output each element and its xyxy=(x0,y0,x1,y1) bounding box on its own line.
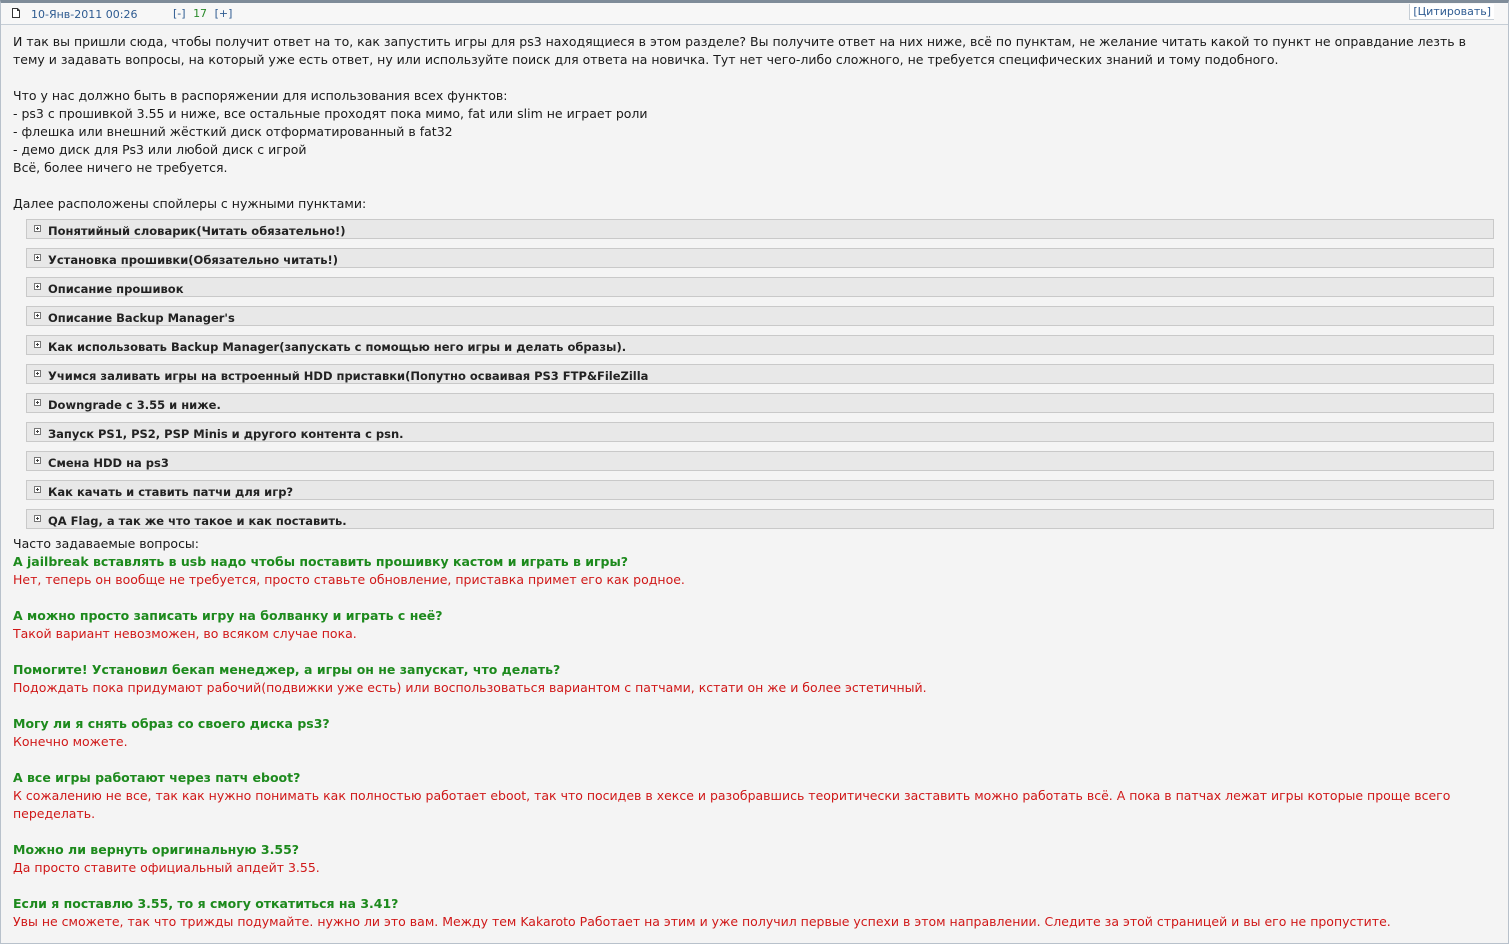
spoiler-toggle[interactable] xyxy=(26,219,1494,239)
faq-question: А все игры работают через патч eboot? xyxy=(13,770,301,785)
spoilers-intro: Далее расположены спойлеры с нужными пунктами: xyxy=(13,196,367,211)
faq-question: Помогите! Установил бекап менеджер, а игры он не запускат, что делать? xyxy=(13,662,561,677)
spoiler-toggle[interactable] xyxy=(26,393,1494,413)
spoiler-toggle[interactable] xyxy=(26,422,1494,442)
expand-plus-icon xyxy=(34,312,41,319)
post-body xyxy=(13,33,1494,931)
spoiler-toggle[interactable] xyxy=(26,509,1494,529)
post-rating xyxy=(173,7,232,20)
spoiler-list xyxy=(26,219,1494,529)
spoiler-title: Понятийный словарик(Читать обязательно!) xyxy=(48,224,346,238)
expand-plus-icon xyxy=(34,486,41,493)
faq-answer: Увы не сможете, так что трижды подумайте. нужно ли это вам. Между тем Kakaroto Работает на этим и уже получил первые успехи в этом направлении. Следите за этой страницей и вы его не пропустите. xyxy=(13,914,1391,929)
post-date[interactable]: 10-Янв-2011 00:26 xyxy=(31,8,138,21)
rating-plus-button[interactable]: [+] xyxy=(214,7,233,20)
expand-plus-icon xyxy=(34,225,41,232)
expand-plus-icon xyxy=(34,254,41,261)
faq-answer: Нет, теперь он вообще не требуется, просто ставьте обновление, приставка примет его как родное. xyxy=(13,572,685,587)
spoiler-toggle[interactable] xyxy=(26,451,1494,471)
expand-plus-icon xyxy=(34,341,41,348)
spoiler-title: Смена HDD на ps3 xyxy=(48,456,169,470)
expand-plus-icon xyxy=(34,283,41,290)
quote-button[interactable]: [Цитировать] xyxy=(1409,4,1494,20)
spoiler-toggle[interactable] xyxy=(26,248,1494,268)
faq-question: А jailbreak вставлять в usb надо чтобы поставить прошивку кастом и играть в игры? xyxy=(13,554,629,569)
intro-paragraph: И так вы пришли сюда, чтобы получит ответ на то, как запустить игры для ps3 находящиеся в этом разделе? Вы получите ответ на них ниже, всё по пунктам, не желание читать какой то пункт не оправдание лезть в тему и задавать вопросы, на который уже есть ответ, ну или используйте поиск для ответа на новичка. Тут нет чего-либо сложного, не требуется специфических знаний и тому подобного. xyxy=(13,34,1466,67)
spoiler-title: Как использовать Backup Manager(запускать с помощью него игры и делать образы). xyxy=(48,340,627,354)
faq-answer: К сожалению не все, так как нужно понимать как полностью работает eboot, так что посидев в хексе и разобравшись теоритически заставить можно работать всё. А пока в патчах лежат игры которые проще всего переделать. xyxy=(13,788,1451,821)
requirement-item: - ps3 с прошивкой 3.55 и ниже, все остальные проходят пока мимо, fat или slim не играет роли xyxy=(13,106,648,121)
spoiler-title: Описание Backup Manager's xyxy=(48,311,235,325)
spoiler-title: Как качать и ставить патчи для игр? xyxy=(48,485,294,499)
rating-minus-button[interactable]: [-] xyxy=(173,7,186,20)
spoiler-toggle[interactable] xyxy=(26,364,1494,384)
spoiler-title: Запуск PS1, PS2, PSP Minis и другого контента с psn. xyxy=(48,427,404,441)
expand-plus-icon xyxy=(34,515,41,522)
faq-answer: Подождать пока придумают рабочий(подвижки уже есть) или воспользоваться вариантом с патчами, кстати он же и более эстетичный. xyxy=(13,680,927,695)
spoiler-title: Описание прошивок xyxy=(48,282,184,296)
spoiler-toggle[interactable] xyxy=(26,306,1494,326)
expand-plus-icon xyxy=(34,428,41,435)
spoiler-title: QA Flag, а так же что такое и как поставить. xyxy=(48,514,347,528)
faq-question: Если я поставлю 3.55, то я смогу откатиться на 3.41? xyxy=(13,896,399,911)
spoiler-title: Установка прошивки(Обязательно читать!) xyxy=(48,253,339,267)
spoiler-toggle[interactable] xyxy=(26,480,1494,500)
requirements-title: Что у нас должно быть в распоряжении для использования всех функтов: xyxy=(13,88,508,103)
requirements-end: Всё, более ничего не требуется. xyxy=(13,160,228,175)
document-icon xyxy=(12,8,20,18)
rating-value: 17 xyxy=(193,7,208,20)
faq-question: Могу ли я снять образ со своего диска ps3? xyxy=(13,716,330,731)
requirement-item: - демо диск для Ps3 или любой диск с игрой xyxy=(13,142,307,157)
faq-answer: Такой вариант невозможен, во всяком случае пока. xyxy=(13,626,357,641)
expand-plus-icon xyxy=(34,399,41,406)
faq-answer: Конечно можете. xyxy=(13,734,128,749)
requirement-item: - флешка или внешний жёсткий диск отформатированный в fat32 xyxy=(13,124,453,139)
faq-title: Часто задаваемые вопросы: xyxy=(13,536,200,551)
faq-question: Можно ли вернуть оригинальную 3.55? xyxy=(13,842,300,857)
post-header xyxy=(1,3,1508,25)
faq-answer: Да просто ставите официальный апдейт 3.55. xyxy=(13,860,320,875)
spoiler-toggle[interactable] xyxy=(26,335,1494,355)
spoiler-toggle[interactable] xyxy=(26,277,1494,297)
faq-question: А можно просто записать игру на болванку и играть с неё? xyxy=(13,608,443,623)
expand-plus-icon xyxy=(34,457,41,464)
spoiler-title: Downgrade с 3.55 и ниже. xyxy=(48,398,221,412)
expand-plus-icon xyxy=(34,370,41,377)
spoiler-title: Учимся заливать игры на встроенный HDD приставки(Попутно осваивая PS3 FTP&FileZilla xyxy=(48,369,649,383)
